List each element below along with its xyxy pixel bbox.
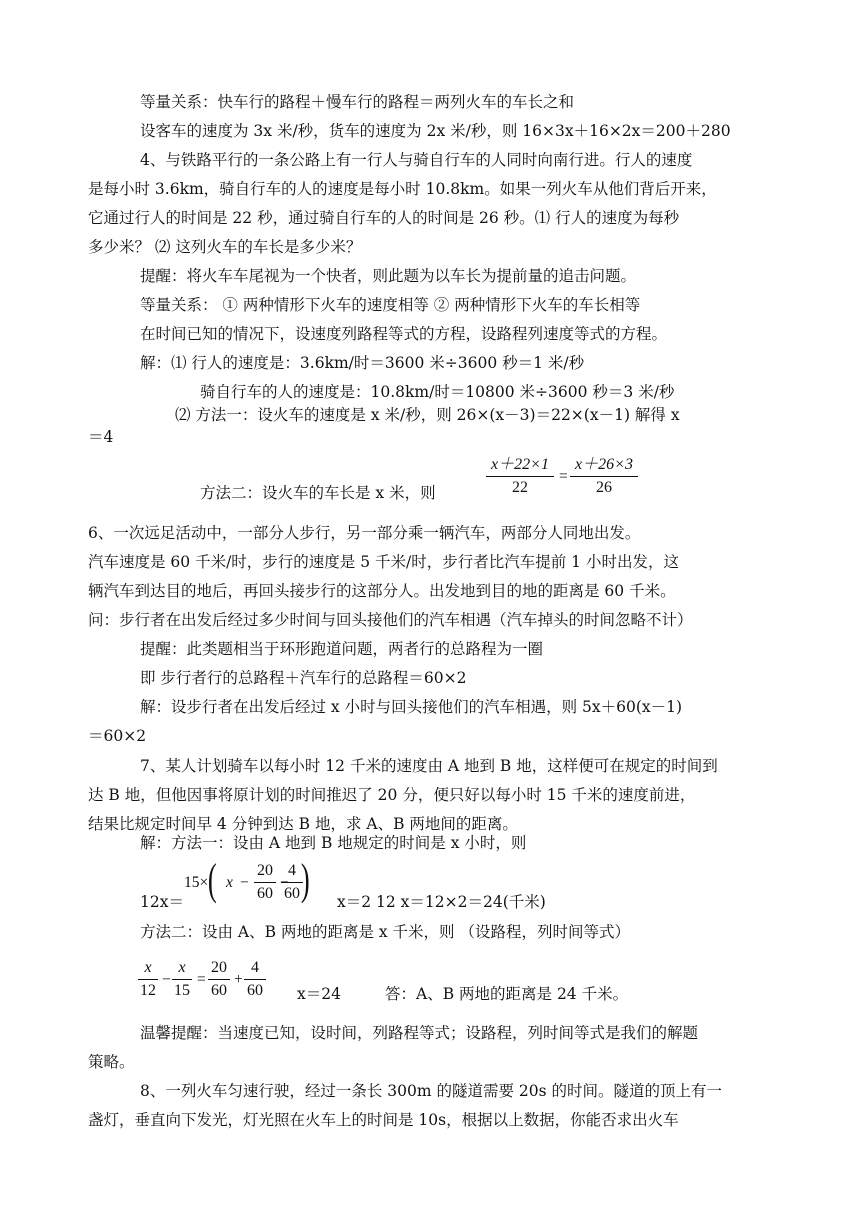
formula-coefficient: 15× <box>184 874 209 891</box>
fraction-4-60 <box>244 958 266 1001</box>
denominator: 60 <box>284 885 300 902</box>
problem-4-heading: 4、与铁路平行的一条公路上有一行人与骑自行车的人同时向南行进。行人的速度 <box>140 151 693 169</box>
fraction-bar <box>208 979 230 980</box>
solution-line: 骑自行车的人的速度是：10.8km/时＝10800 米÷3600 秒＝3 米/秒 <box>200 383 675 401</box>
denominator: 22 <box>512 479 528 496</box>
fraction-bar <box>138 979 158 980</box>
denominator: 60 <box>257 885 273 902</box>
right-paren: ) <box>300 855 310 904</box>
solution-line: x＝24 <box>297 985 341 1003</box>
text-line: 盏灯，垂直向下发光，灯光照在火车上的时间是 10s，根据以上数据，你能否求出火车 <box>88 1111 679 1129</box>
denominator: 26 <box>596 479 612 496</box>
formula-variable: x <box>226 874 233 891</box>
numerator: x＋22×1 <box>491 456 549 473</box>
numerator: x＋26×3 <box>575 456 633 473</box>
fraction-right <box>570 455 638 498</box>
text-line: 等量关系： ① 两种情形下火车的速度相等 ② 两种情形下火车的车长相等 <box>140 296 641 314</box>
fraction-20-60 <box>254 861 276 904</box>
text-line: 在时间已知的情况下，设速度列路程等式的方程，设路程列速度等式的方程。 <box>140 325 668 343</box>
minus-sign: − <box>162 971 171 988</box>
equals-sign: = <box>197 971 206 988</box>
text-line: 辆汽车到达目的地后，再回头接步行的这部分人。出发地到目的地的距离是 60 千米。 <box>88 582 676 600</box>
problem-6-heading: 6、一次远足活动中，一部分人步行，另一部分乘一辆汽车，两部分人同地出发。 <box>88 524 641 542</box>
fraction-bar <box>244 979 266 980</box>
solution-line: 方法二：设火车的车长是 x 米，则 <box>200 484 436 502</box>
solution-line: ＝4 <box>88 428 114 446</box>
solution-line: ⑵ 方法一：设火车的速度是 x 米/秒，则 26×(x－3)＝22×(x－1) 解得 x <box>175 406 680 424</box>
numerator: 4 <box>288 862 296 879</box>
fraction-x-12 <box>138 958 158 1001</box>
fraction-x-15 <box>172 958 192 1001</box>
text-line: 设客车的速度为 3x 米/秒，货车的速度为 2x 米/秒，则 16×3x＋16×2x＝200＋280 <box>140 122 731 140</box>
minus-sign: − <box>240 874 249 891</box>
fraction-left <box>486 455 554 498</box>
equals-sign: = <box>559 468 568 485</box>
text-line: 结果比规定时间早 4 分钟到达 B 地，求 A、B 两地间的距离。 <box>88 815 518 833</box>
minus-sign: − <box>280 874 289 891</box>
text-line: 汽车速度是 60 千米/时，步行的速度是 5 千米/时，步行者比汽车提前 1 小时出发，这 <box>88 553 679 571</box>
text-line: 等量关系：快车行的路程＋慢车行的路程＝两列火车的车长之和 <box>140 93 575 111</box>
solution-line: 解：方法一：设由 A 地到 B 地规定的时间是 x 小时，则 <box>140 834 527 852</box>
hint-line: 提醒：将火车车尾视为一个快者，则此题为以车长为提前量的追击问题。 <box>140 267 637 285</box>
text-line: 问：步行者在出发后经过多少时间与回头接他们的汽车相遇（汽车掉头的时间忽略不计） <box>88 611 693 629</box>
text-line: 它通过行人的时间是 22 秒，通过骑自行车的人的时间是 26 秒。⑴ 行人的速度为每秒 <box>88 209 680 227</box>
text-line: 策略。 <box>88 1053 135 1071</box>
text-line: 是每小时 3.6km，骑自行车的人的速度是每小时 10.8km。如果一列火车从他们背后开来， <box>88 180 717 198</box>
numerator: x <box>144 959 152 976</box>
fraction-20-60 <box>208 958 230 1001</box>
answer-line: 答：A、B 两地的距离是 24 千米。 <box>385 985 629 1003</box>
hint-line: 温馨提醒：当速度已知，设时间，列路程等式；设路程，列时间等式是我们的解题 <box>140 1024 699 1042</box>
solution-line: ＝60×2 <box>88 727 147 745</box>
left-paren: ( <box>207 855 217 904</box>
fraction-bar <box>281 882 303 883</box>
denominator: 60 <box>211 982 227 999</box>
text-line: 多少米？ ⑵ 这列火车的车长是多少米？ <box>88 238 362 256</box>
solution-line: 方法二：设由 A、B 两地的距离是 x 千米，则 （设路程，列时间等式） <box>140 923 630 941</box>
denominator: 60 <box>247 982 263 999</box>
text-line: 达 B 地，但他因事将原计划的时间推迟了 20 分，便只好以每小时 15 千米的速度前进， <box>88 786 696 804</box>
numerator: 20 <box>211 959 227 976</box>
problem-7-heading: 7、某人计划骑车以每小时 12 千米的速度由 A 地到 B 地，这样便可在规定的时间到 <box>140 757 718 775</box>
numerator: 20 <box>257 862 273 879</box>
hint-line: 提醒：此类题相当于环形跑道问题，两者行的总路程为一圈 <box>140 640 544 658</box>
numerator: x <box>178 959 186 976</box>
solution-line: 解：⑴ 行人的速度是：3.6km/时＝3600 米÷3600 秒＝1 米/秒 <box>140 354 585 372</box>
text-line: 即 步行者行的总路程＋汽车行的总路程＝60×2 <box>140 669 467 687</box>
solution-line: 12x＝ <box>140 893 184 911</box>
denominator: 15 <box>174 982 190 999</box>
fraction-bar <box>172 979 192 980</box>
fraction-4-60 <box>281 861 303 904</box>
numerator: 4 <box>251 959 259 976</box>
denominator: 12 <box>140 982 156 999</box>
plus-sign: + <box>234 971 243 988</box>
solution-line: 解：设步行者在出发后经过 x 小时与回头接他们的汽车相遇，则 5x＋60(x－1) <box>140 698 683 716</box>
fraction-bar <box>570 476 638 477</box>
solution-line: x＝2 12 x＝12×2＝24(千米) <box>337 893 546 911</box>
problem-8-heading: 8、一列火车匀速行驶，经过一条长 300m 的隧道需要 20s 的时间。隧道的顶上有一 <box>140 1082 723 1100</box>
fraction-bar <box>486 476 554 477</box>
fraction-bar <box>254 882 276 883</box>
